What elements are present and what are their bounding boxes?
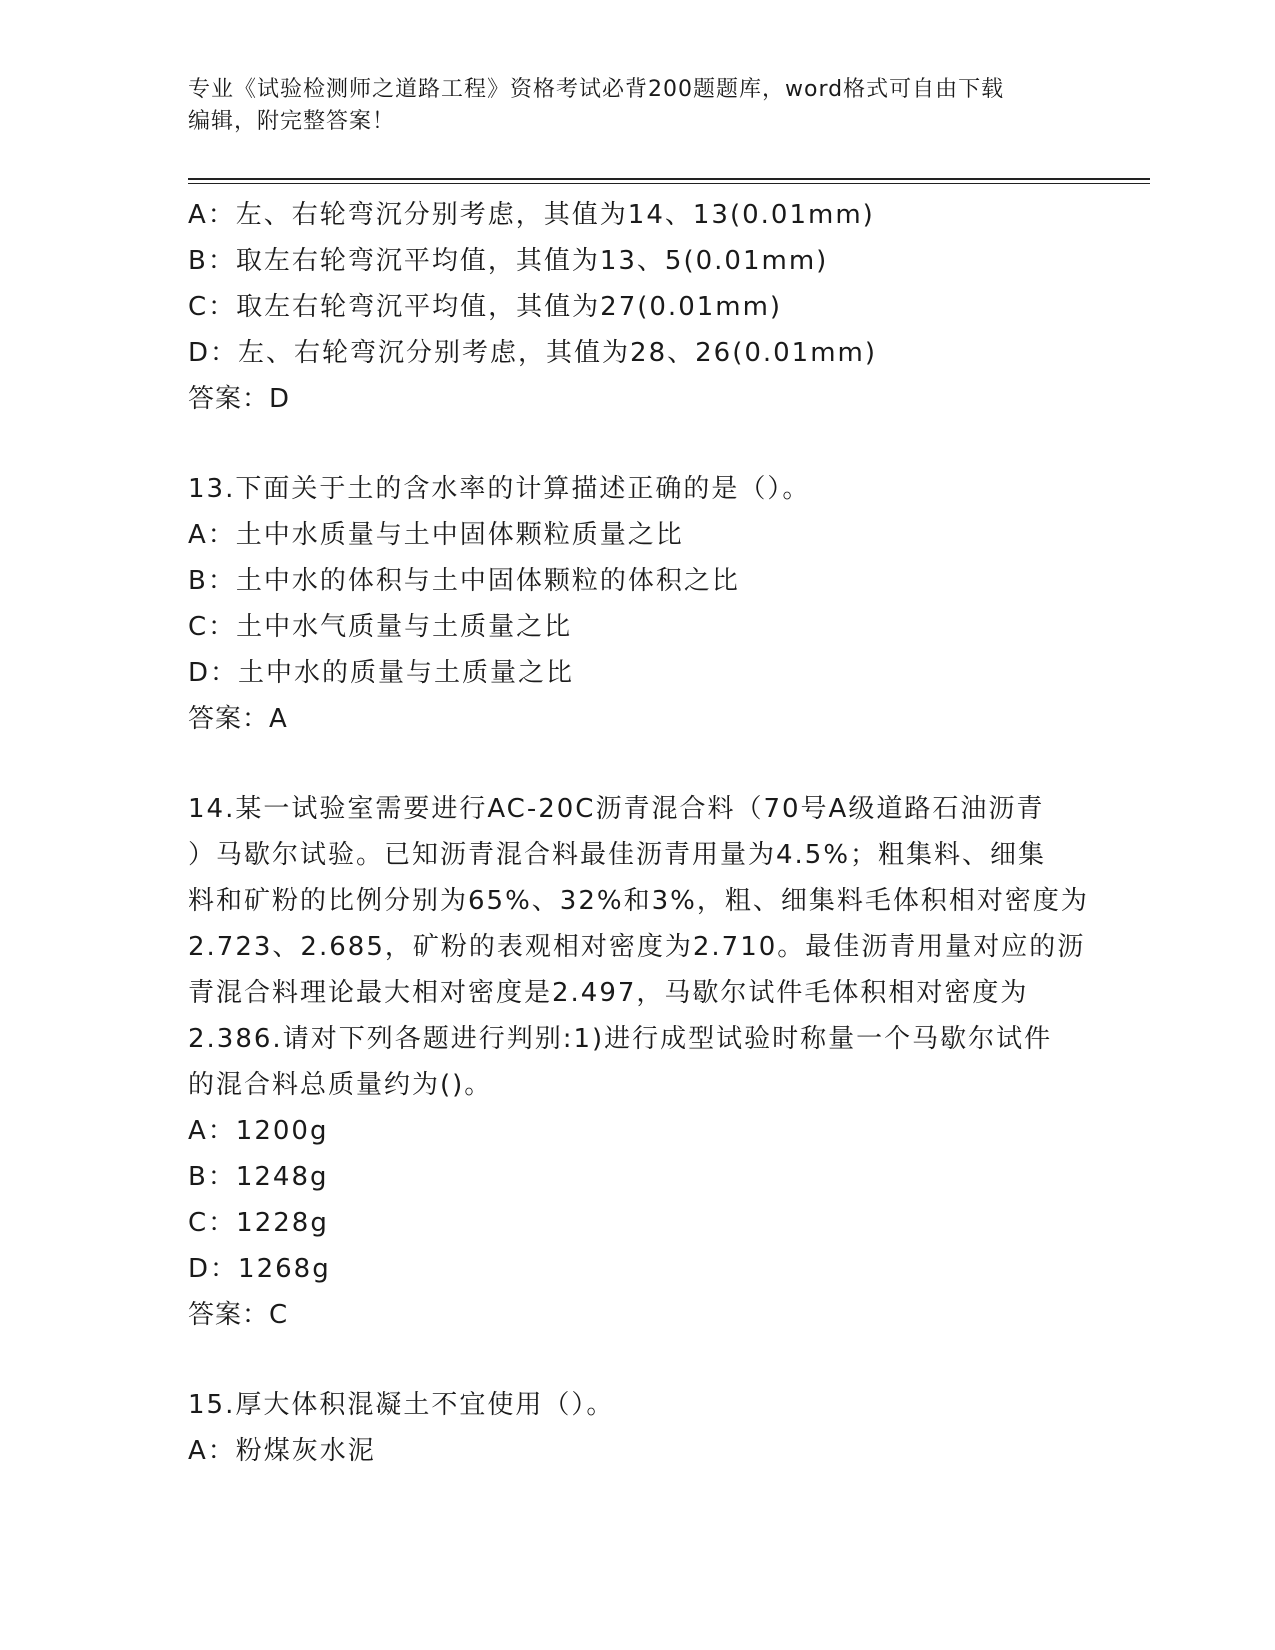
option-a: A：粉煤灰水泥 <box>188 1436 376 1466</box>
header-line-1: 专业《试验检测师之道路工程》资格考试必背200题题库，word格式可自由下载 <box>188 77 1005 102</box>
header-rule-thick <box>188 178 1150 180</box>
question-stem-line: 的混合料总质量约为()。 <box>188 1070 493 1100</box>
option-d: D：1268g <box>188 1254 331 1284</box>
question-stem-line: 青混合料理论最大相对密度是2.497，马歇尔试件毛体积相对密度为 <box>188 978 1029 1008</box>
option-a: A：1200g <box>188 1116 329 1146</box>
question-14 <box>188 786 1088 1338</box>
question-stem: 13.下面关于土的含水率的计算描述正确的是（）。 <box>188 474 811 504</box>
document-header <box>188 74 1088 138</box>
answer: 答案：A <box>188 704 288 734</box>
header-line-2: 编辑，附完整答案！ <box>188 109 396 134</box>
option-c: C：1228g <box>188 1208 329 1238</box>
question-stem-line: 14.某一试验室需要进行AC-20C沥青混合料（70号A级道路石油沥青 <box>188 794 1045 824</box>
question-stem-line: 料和矿粉的比例分别为65%、32%和3%，粗、细集料毛体积相对密度为 <box>188 886 1089 916</box>
option-a: A：土中水质量与土中固体颗粒质量之比 <box>188 520 684 550</box>
document-content <box>188 192 1088 1474</box>
option-d: D：土中水的质量与土质量之比 <box>188 658 575 688</box>
question-12 <box>188 192 1088 422</box>
option-c: C：取左右轮弯沉平均值，其值为27(0.01mm) <box>188 292 783 322</box>
option-c: C：土中水气质量与土质量之比 <box>188 612 573 642</box>
option-a: A：左、右轮弯沉分别考虑，其值为14、13(0.01mm) <box>188 200 875 230</box>
question-stem-line: 2.723、2.685，矿粉的表观相对密度为2.710。最佳沥青用量对应的沥 <box>188 932 1086 962</box>
option-b: B：1248g <box>188 1162 329 1192</box>
question-stem: 15.厚大体积混凝土不宜使用（）。 <box>188 1390 615 1420</box>
question-stem-line: 2.386.请对下列各题进行判别:1)进行成型试验时称量一个马歇尔试件 <box>188 1024 1053 1054</box>
question-13 <box>188 466 1088 742</box>
question-stem-line: ）马歇尔试验。已知沥青混合料最佳沥青用量为4.5%；粗集料、细集 <box>188 840 1047 870</box>
question-15 <box>188 1382 1088 1474</box>
option-b: B：土中水的体积与土中固体颗粒的体积之比 <box>188 566 740 596</box>
answer: 答案：D <box>188 384 291 414</box>
option-b: B：取左右轮弯沉平均值，其值为13、5(0.01mm) <box>188 246 829 276</box>
answer: 答案：C <box>188 1300 289 1330</box>
option-d: D：左、右轮弯沉分别考虑，其值为28、26(0.01mm) <box>188 338 878 368</box>
header-rule-thin <box>188 183 1150 184</box>
